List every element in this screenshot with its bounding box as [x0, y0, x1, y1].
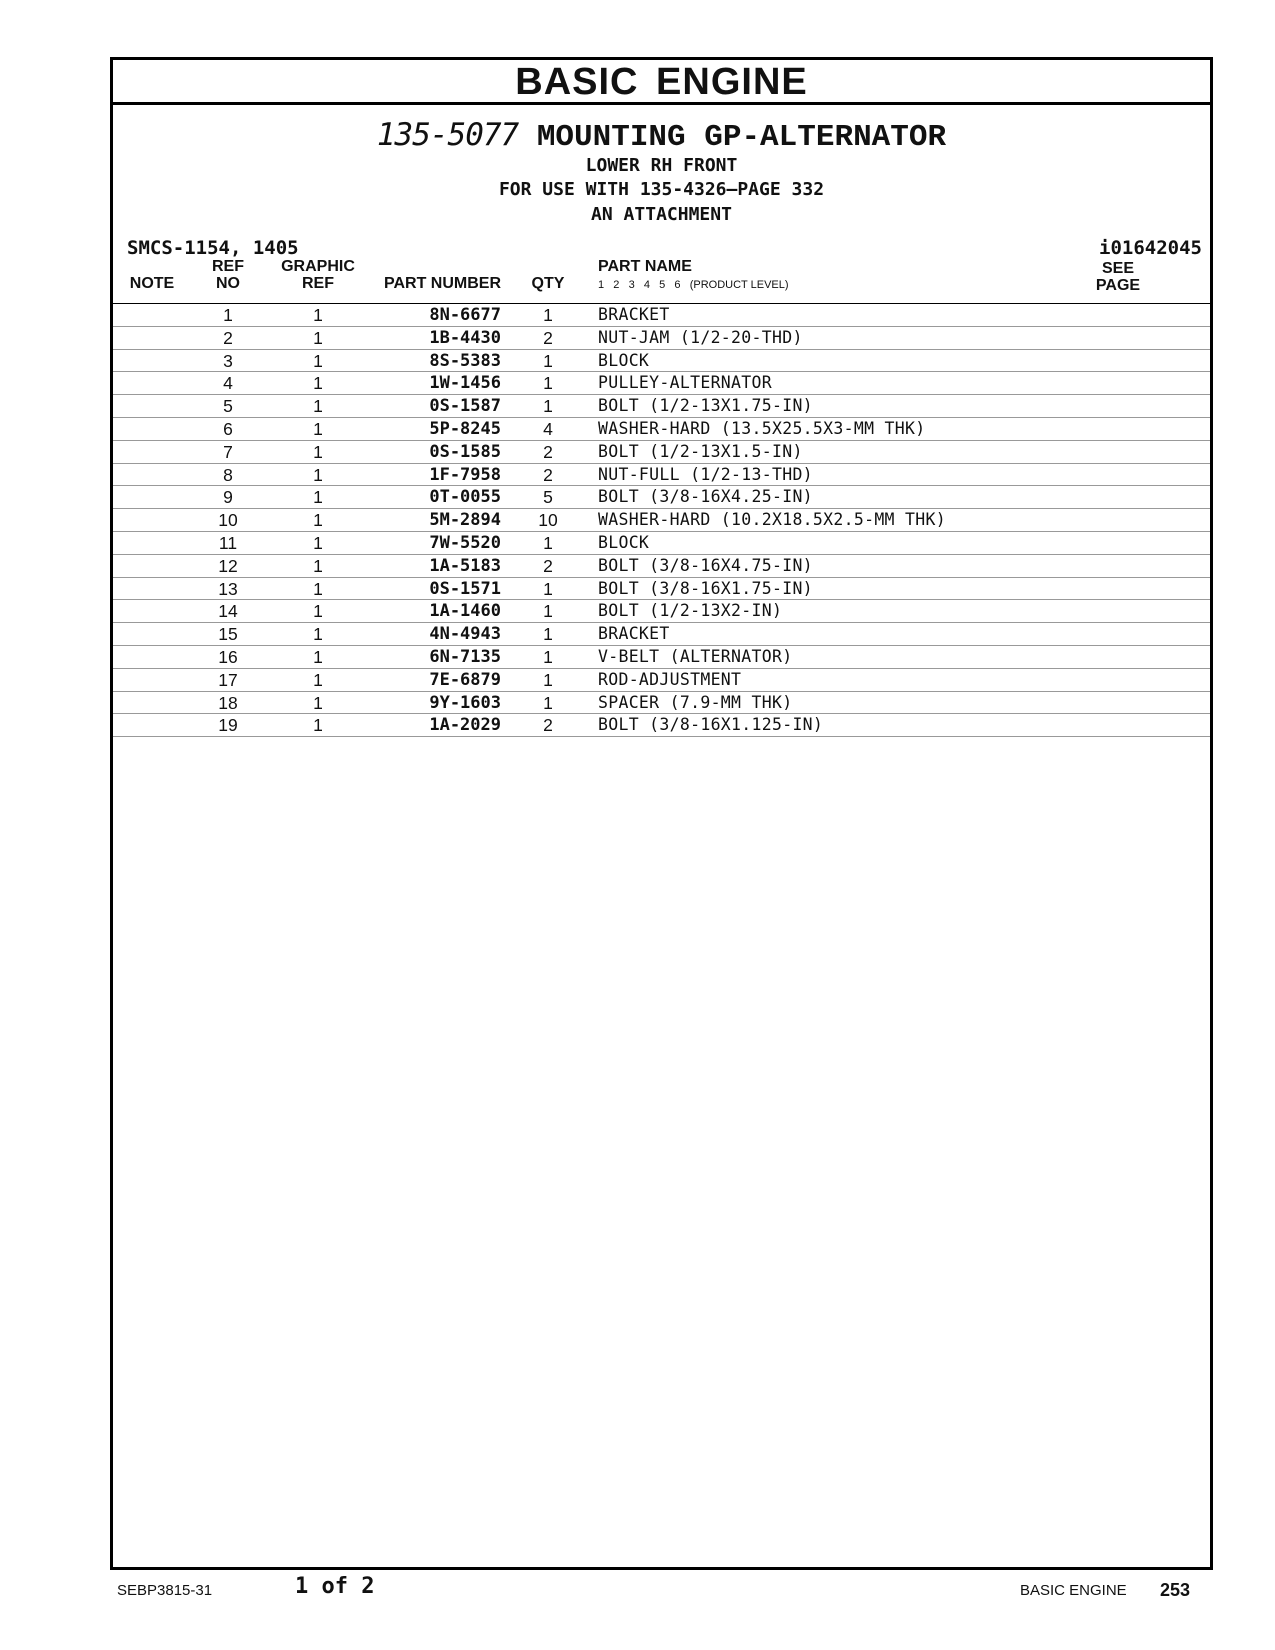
page-frame [110, 57, 1213, 1570]
group-name: MOUNTING GP-ALTERNATOR [536, 120, 947, 155]
graphic-ref: 1 [313, 510, 323, 531]
group-attachment-note: AN ATTACHMENT [591, 204, 732, 225]
ref-number: 6 [223, 418, 233, 439]
ref-number: 14 [218, 601, 238, 622]
header-see-page: SEE PAGE [1095, 260, 1141, 294]
table-row [113, 555, 1210, 578]
quantity: 1 [543, 646, 553, 667]
table-row [113, 327, 1210, 350]
ref-number: 11 [218, 532, 238, 553]
part-name: BLOCK [598, 350, 650, 370]
header-note: NOTE [129, 275, 175, 292]
part-name: V-BELT (ALTERNATOR) [598, 646, 793, 666]
table-row [113, 646, 1210, 669]
part-number: 6N-7135 [429, 646, 501, 667]
table-row [113, 509, 1210, 532]
part-number: 1B-4430 [429, 327, 501, 348]
graphic-ref: 1 [313, 578, 323, 599]
group-subtitle: LOWER RH FRONT [585, 155, 738, 176]
header-qty: QTY [531, 275, 565, 292]
part-name: BOLT (1/2-13X1.5-IN) [598, 441, 803, 461]
ref-number: 7 [223, 441, 233, 462]
table-row [113, 395, 1210, 418]
graphic-ref: 1 [313, 669, 323, 690]
part-name: ROD-ADJUSTMENT [598, 669, 742, 689]
ref-number: 19 [218, 715, 238, 736]
graphic-ref: 1 [313, 350, 323, 371]
quantity: 1 [543, 624, 553, 645]
table-row [113, 464, 1210, 487]
header-ref-no: REF NO [212, 258, 244, 292]
footer-page-of: 1 of 2 [295, 1574, 375, 1599]
smcs-code: SMCS-1154, 1405 [127, 237, 299, 259]
part-name: BOLT (3/8-16X4.75-IN) [598, 555, 813, 575]
quantity: 1 [543, 350, 553, 371]
table-row [113, 692, 1210, 715]
part-name: WASHER-HARD (10.2X18.5X2.5-MM THK) [598, 510, 946, 530]
ref-number: 10 [218, 510, 238, 531]
quantity: 2 [543, 327, 553, 348]
part-number: 5P-8245 [429, 418, 501, 439]
ref-number: 17 [218, 669, 238, 690]
part-number: 1F-7958 [429, 464, 501, 485]
table-row [113, 669, 1210, 692]
graphic-ref: 1 [313, 487, 323, 508]
ref-number: 15 [218, 624, 238, 645]
quantity: 2 [543, 441, 553, 462]
part-number: 1A-2029 [429, 715, 501, 736]
part-name: WASHER-HARD (13.5X25.5X3-MM THK) [598, 418, 926, 438]
graphic-ref: 1 [313, 532, 323, 553]
part-number: 0S-1571 [429, 578, 501, 599]
part-name: PULLEY-ALTERNATOR [598, 373, 772, 393]
part-name: NUT-JAM (1/2-20-THD) [598, 327, 803, 347]
ref-number: 5 [223, 396, 233, 417]
part-name: BOLT (3/8-16X4.25-IN) [598, 487, 813, 507]
header-product-level: 1 2 3 4 5 6 (PRODUCT LEVEL) [598, 279, 789, 291]
footer-doc-number: SEBP3815-31 [117, 1582, 213, 1599]
parts-table [113, 304, 1210, 737]
part-name: SPACER (7.9-MM THK) [598, 692, 793, 712]
part-name: BRACKET [598, 624, 670, 644]
graphic-ref: 1 [313, 555, 323, 576]
quantity: 2 [543, 555, 553, 576]
part-number: 1A-1460 [429, 601, 501, 622]
part-number: 1W-1456 [429, 373, 501, 394]
table-row [113, 304, 1210, 327]
group-title [113, 115, 1210, 158]
graphic-ref: 1 [313, 646, 323, 667]
group-usage-note: FOR USE WITH 135-4326—PAGE 332 [498, 179, 825, 200]
quantity: 1 [543, 578, 553, 599]
table-row [113, 486, 1210, 509]
part-name: BRACKET [598, 305, 670, 324]
ref-number: 12 [218, 555, 238, 576]
quantity: 2 [543, 715, 553, 736]
quantity: 1 [543, 601, 553, 622]
quantity: 1 [543, 669, 553, 690]
part-number: 7E-6879 [429, 669, 501, 690]
part-name: BOLT (3/8-16X1.125-IN) [598, 715, 824, 735]
part-name: BOLT (1/2-13X1.75-IN) [598, 396, 813, 416]
header-graphic-ref: GRAPHIC REF [281, 258, 355, 292]
graphic-ref: 1 [313, 373, 323, 394]
table-row [113, 714, 1210, 737]
quantity: 10 [538, 510, 558, 531]
graphic-ref: 1 [313, 715, 323, 736]
part-number: 9Y-1603 [429, 692, 501, 713]
table-row [113, 578, 1210, 601]
graphic-ref: 1 [313, 418, 323, 439]
part-name: NUT-FULL (1/2-13-THD) [598, 464, 813, 484]
header-part-number: PART NUMBER [383, 275, 501, 292]
table-row [113, 372, 1210, 395]
ref-number: 8 [223, 464, 233, 485]
ref-number: 4 [223, 373, 233, 394]
quantity: 1 [543, 692, 553, 713]
group-number: 135-5077 [376, 117, 519, 153]
footer-section: BASIC ENGINE [1020, 1582, 1127, 1599]
quantity: 1 [543, 396, 553, 417]
graphic-ref: 1 [313, 441, 323, 462]
part-number: 8N-6677 [429, 305, 501, 325]
table-row [113, 350, 1210, 373]
part-name: BOLT (1/2-13X2-IN) [598, 601, 783, 621]
part-number: 5M-2894 [429, 510, 501, 531]
table-row [113, 623, 1210, 646]
ref-number: 16 [218, 646, 238, 667]
graphic-ref: 1 [313, 327, 323, 348]
table-row [113, 532, 1210, 555]
table-row [113, 441, 1210, 464]
ref-number: 13 [218, 578, 238, 599]
ref-number: 18 [218, 692, 238, 713]
table-row [113, 418, 1210, 441]
quantity: 1 [543, 532, 553, 553]
graphic-ref: 1 [313, 601, 323, 622]
part-number: 4N-4943 [429, 624, 501, 645]
part-number: 8S-5383 [429, 350, 501, 371]
part-name: BLOCK [598, 532, 650, 552]
ref-number: 2 [223, 327, 233, 348]
quantity: 1 [543, 373, 553, 394]
ref-number: 9 [223, 487, 233, 508]
graphic-ref: 1 [313, 305, 323, 325]
ref-number: 1 [223, 305, 233, 325]
table-row [113, 600, 1210, 623]
part-number: 1A-5183 [429, 555, 501, 576]
ref-number: 3 [223, 350, 233, 371]
quantity: 4 [543, 418, 553, 439]
header-part-name: PART NAME [598, 258, 692, 275]
graphic-ref: 1 [313, 396, 323, 417]
graphic-ref: 1 [313, 464, 323, 485]
footer-page-number: 253 [1160, 1580, 1191, 1600]
part-number: 7W-5520 [429, 532, 501, 553]
part-number: 0S-1585 [429, 441, 501, 462]
part-number: 0T-0055 [429, 487, 501, 508]
section-title: BASIC ENGINE [113, 60, 1210, 105]
part-name: BOLT (3/8-16X1.75-IN) [598, 578, 813, 598]
part-number: 0S-1587 [429, 396, 501, 417]
graphic-ref: 1 [313, 624, 323, 645]
illustration-id: i01642045 [1099, 237, 1202, 259]
graphic-ref: 1 [313, 692, 323, 713]
quantity: 1 [543, 305, 553, 325]
quantity: 5 [543, 487, 553, 508]
quantity: 2 [543, 464, 553, 485]
